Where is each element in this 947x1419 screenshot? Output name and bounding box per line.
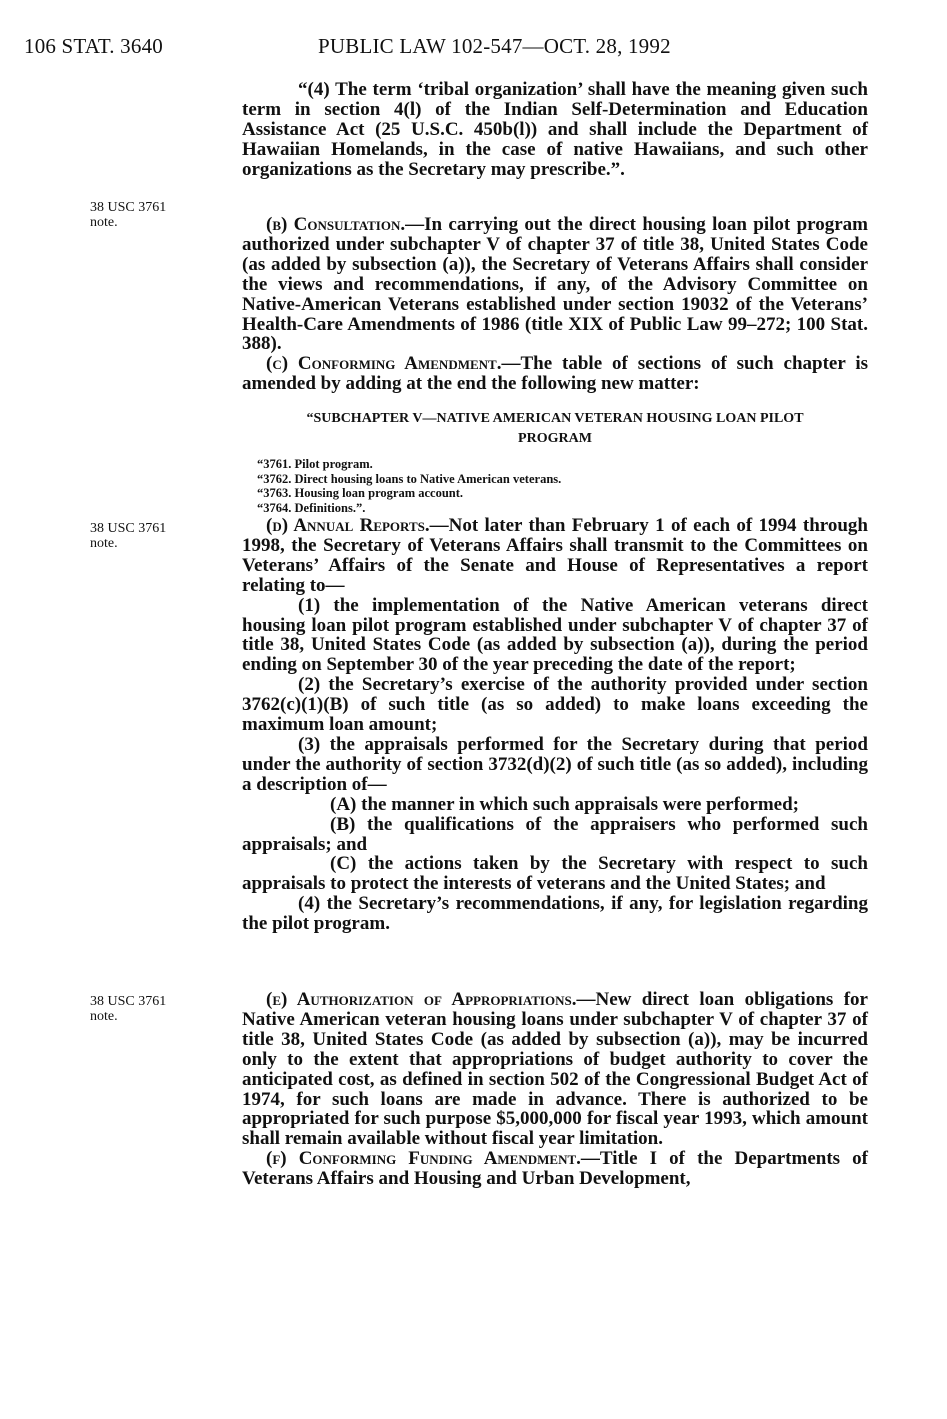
paragraph-d2: (2) the Secretary’s exercise of the authority provided under section 3762(c)(1)(B) of such title (as so added) to make loans exceeding the maximum loan amount; <box>242 674 868 736</box>
toc-entry: “3763. Housing loan program account. <box>257 486 464 500</box>
margin-note-label: note. <box>90 536 118 551</box>
definition-paragraph-4: “(4) The term ‘tribal organization’ shall have the meaning given such term in section 4(l) of the Indian Self-Determination and Education Assistance Act (25 U.S.C. 450b(l)) and shall include the Department of Hawaiian Homelands, in the case of native Hawaiians, and such other organizations as the Secretary may prescribe.”. <box>242 79 868 180</box>
toc-entry: “3764. Definitions.”. <box>257 500 366 515</box>
subsection-d-block <box>242 516 868 934</box>
subsection-d <box>242 516 868 596</box>
margin-note-citation: 38 USC 3761 <box>90 994 167 1009</box>
subsection-e-heading: (e) Authorization of Appropriations. <box>266 989 577 1010</box>
margin-note-citation: 38 USC 3761 <box>90 521 167 536</box>
paragraph-d3C: (C) the actions taken by the Secretary with respect to such appraisals to protect the interests of veterans and the United States; and <box>242 853 868 895</box>
subchapter-heading-line1: “SUBCHAPTER V—NATIVE AMERICAN VETERAN HOUSING LOAN PILOT <box>306 411 804 426</box>
subsection-e <box>242 990 868 1149</box>
subsection-b-text: —In carrying out the direct housing loan pilot program authorized under subchapter V of chapter 37 of title 38, United States Code (as added by subsection (a)), the Secretary of Veterans Affairs shall consider the views and recommendations, if any, of the Advisory Committee on Native-American Veterans established under section 19032 of the Veterans’ Health-Care Amendments of 1986 (title XIX of Public Law 99–272; 100 Stat. 388). <box>242 214 868 355</box>
definition-block <box>242 80 868 180</box>
subsection-c-text: —The table of sections of such chapter is amended by adding at the end the following new matter: <box>242 353 868 395</box>
subchapter-heading-line2: PROGRAM <box>518 431 592 446</box>
subsection-b-heading: (b) Consultation. <box>266 214 406 235</box>
paragraph-d3A: (A) the manner in which such appraisals were performed; <box>330 793 799 815</box>
subsection-c <box>242 354 868 394</box>
subsection-d-text: —Not later than February 1 of each of 1994 through 1998, the Secretary of Veterans Affairs shall transmit to the Committees on Veterans’ Affairs of the Senate and House of Representatives a report relating to— <box>242 515 869 596</box>
margin-note-citation: 38 USC 3761 <box>90 200 167 215</box>
stat-page-number: 106 STAT. 3640 <box>24 34 163 58</box>
subsection-f <box>242 1149 868 1189</box>
paragraph-d4: (4) the Secretary’s recommendations, if any, for legislation regarding the pilot program. <box>242 893 868 935</box>
paragraph-d3B: (B) the qualifications of the appraisers who performed such appraisals; and <box>242 813 868 855</box>
subsection-f-heading: (f) Conforming Funding Amendment. <box>266 1148 581 1170</box>
toc-entry: “3762. Direct housing loans to Native American veterans. <box>257 471 562 486</box>
toc-entry: “3761. Pilot program. <box>257 457 373 471</box>
paragraph-d1: (1) the implementation of the Native American veterans direct housing loan pilot program established under subchapter V of chapter 37 of title 38, United States Code (as added by subsection (a)), during the period ending on September 30 of the year preceding the date of the report; <box>242 594 868 676</box>
subsections-e-f <box>242 990 868 1189</box>
subsection-d-heading: (d) Annual Reports. <box>266 515 430 536</box>
table-of-sections <box>257 457 561 515</box>
subsection-c-heading: (c) Conforming Amendment. <box>266 353 502 375</box>
subsection-b <box>242 215 868 354</box>
subsection-e-text: —New direct loan obligations for Native American veteran housing loans under subchapter V of chapter 37 of title 38, United States Code (as added by subsection (a)), may be incurred only to the extent that appropriations of budget authority to cover the anticipated cost, as defined in section 502 of the Congressional Budget Act of 1974, for such loans are made in advance. There is authorized to be appropriated for such purpose $5,000,000 for fiscal year 1993, which amount shall remain available without fiscal year limitation. <box>242 989 868 1150</box>
margin-note <box>90 994 220 1024</box>
subsections-b-c <box>242 215 868 394</box>
running-header-title: PUBLIC LAW 102-547—OCT. 28, 1992 <box>318 34 671 58</box>
paragraph-d3: (3) the appraisals performed for the Secretary during that period under the authority of section 3732(d)(2) of such title (as so added), including a description of— <box>242 733 868 795</box>
margin-note-label: note. <box>90 215 118 230</box>
subsection-f-text: —Title I of the Departments of Veterans Affairs and Housing and Urban Development, <box>242 1148 868 1190</box>
margin-note <box>90 200 220 230</box>
margin-note-label: note. <box>90 1009 118 1024</box>
margin-note <box>90 521 220 551</box>
subchapter-heading <box>244 409 866 449</box>
